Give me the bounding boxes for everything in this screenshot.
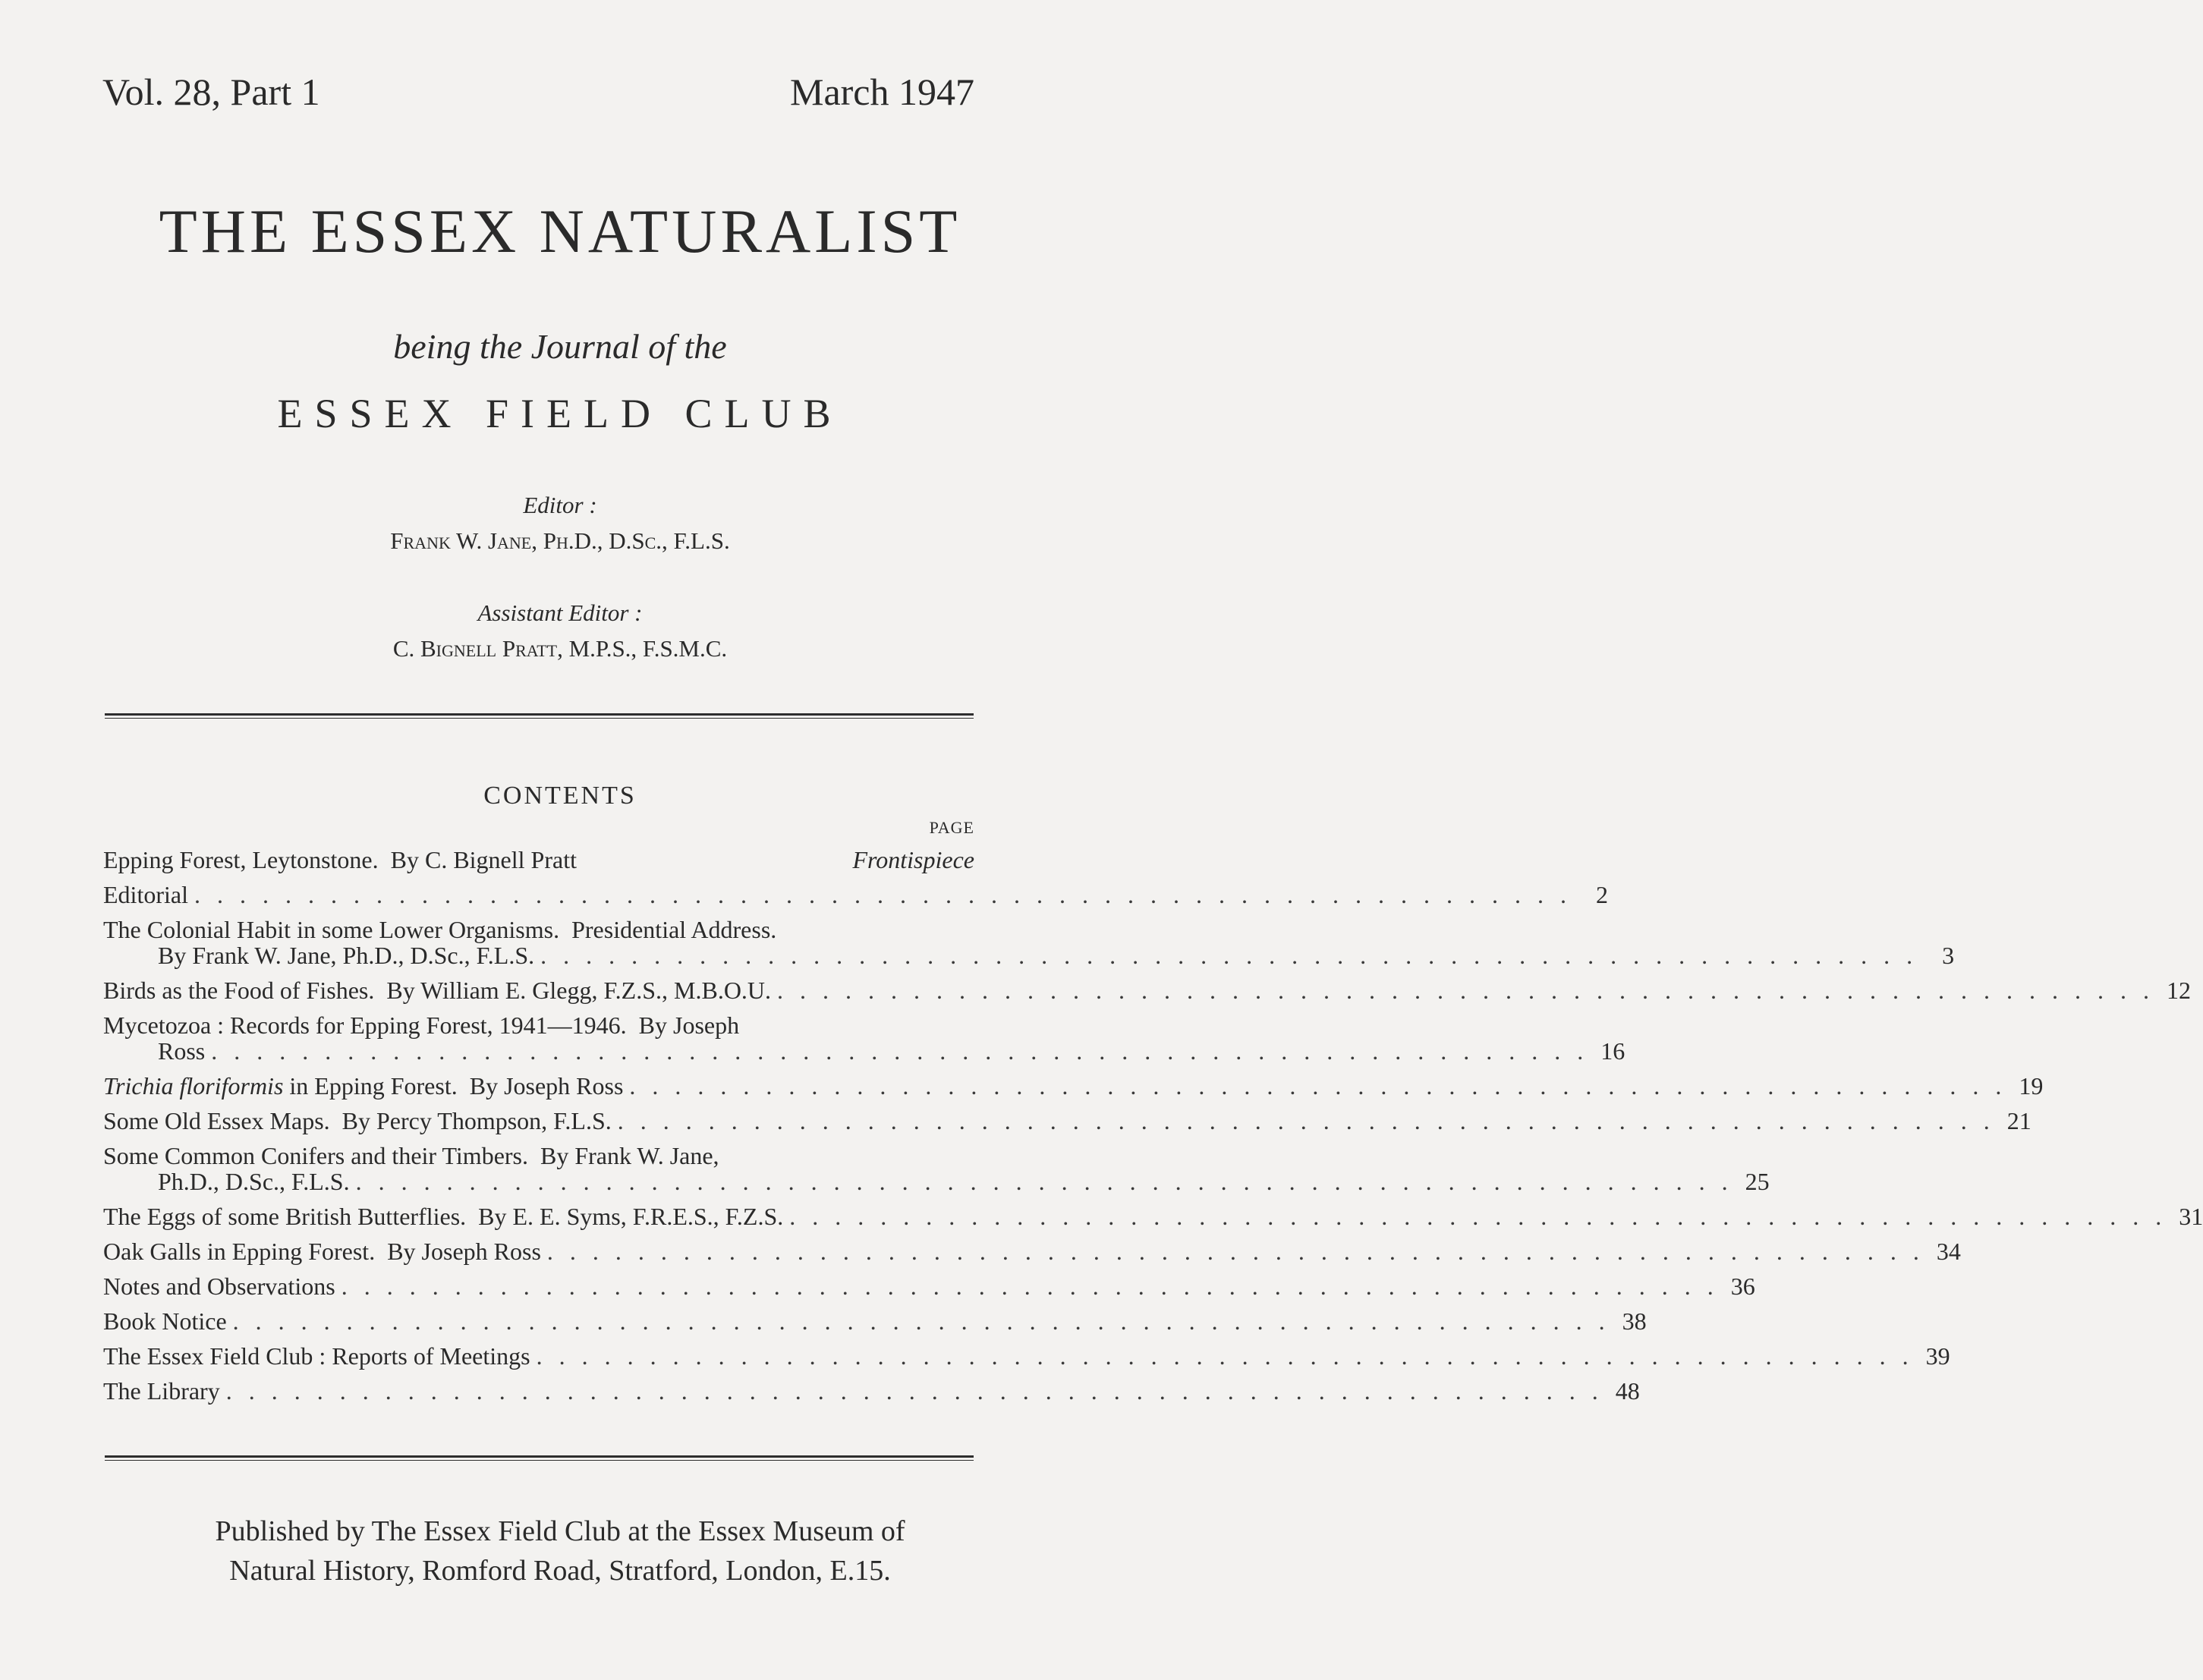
toc-entry-page: 34: [1936, 1238, 1961, 1265]
toc-entry-title: [103, 1269, 335, 1304]
toc-entry-title-text: Epping Forest, Leytonstone. By C. Bignell Pratt: [103, 846, 577, 873]
dot-leader: . . . . . . . . . . . . . . . . . . . . . . . . . . . . . . . . . . . . . . . . . . . . . . . . . . . . . . . . . . . . .: [540, 942, 1918, 969]
toc-entry-title-text: The Essex Field Club : Reports of Meetings: [103, 1342, 530, 1370]
toc-entry-page: 36: [1730, 1273, 1755, 1300]
toc-entry: [103, 1068, 2044, 1103]
toc-entry-title: [103, 1199, 783, 1234]
toc-entry-page: 12: [2167, 977, 2192, 1004]
toc-entry-title: [103, 1304, 227, 1339]
toc-entry-title-text: Birds as the Food of Fishes. By William E. Glegg, F.Z.S., M.B.O.U.: [103, 977, 772, 1004]
toc-entry: [103, 842, 974, 877]
assistant-editor-name: C. Bignell Pratt, M.P.S., F.S.M.C.: [392, 635, 728, 662]
toc-entry: [103, 1008, 1625, 1068]
toc-entry: [103, 1269, 1755, 1304]
toc-entry-title-text: Mycetozoa : Records for Epping Forest, 1941—1946. By Joseph: [103, 1011, 740, 1039]
toc-entry-title-text: The Library: [103, 1377, 220, 1405]
toc-entry-page: 39: [1925, 1342, 1950, 1370]
dot-leader: . . . . . . . . . . . . . . . . . . . . . . . . . . . . . . . . . . . . . . . . . . . . . . . . . . . . . . . . . . . . .: [211, 1037, 1589, 1065]
toc-entry: [103, 1373, 1640, 1408]
toc-entry-title-continued: By Frank W. Jane, Ph.D., D.Sc., F.L.S.: [158, 942, 535, 969]
toc-entry-page: 3: [1942, 942, 1955, 969]
toc-entry-page: 21: [2006, 1107, 2031, 1134]
dot-leader: . . . . . . . . . . . . . . . . . . . . . . . . . . . . . . . . . . . . . . . . . . . . . . . . . . . . . . . . . . . . .: [225, 1377, 1603, 1405]
dot-leader: . . . . . . . . . . . . . . . . . . . . . . . . . . . . . . . . . . . . . . . . . . . . . . . . . . . . . . . . . . . . .: [341, 1273, 1719, 1300]
toc-entry-title-text: in Epping Forest. By Joseph Ross: [283, 1072, 624, 1100]
toc-entry-title-text: Some Old Essex Maps. By Percy Thompson, F.L.S.: [103, 1107, 612, 1134]
publisher-line-1: Published by The Essex Field Club at the Essex Museum of: [215, 1515, 905, 1547]
publisher-imprint: [0, 1512, 1120, 1590]
toc-entry-page: 2: [1595, 881, 1608, 908]
dot-leader: . . . . . . . . . . . . . . . . . . . . . . . . . . . . . . . . . . . . . . . . . . . . . . . . . . . . . . . . . . . . .: [777, 977, 2155, 1004]
page-column-heading: PAGE: [929, 818, 974, 837]
divider-top: [105, 713, 974, 719]
toc-entry-title-text: Notes and Observations: [103, 1273, 335, 1300]
toc-entry-title-text: The Eggs of some British Butterflies. By E. E. Syms, F.R.E.S., F.Z.S.: [103, 1203, 784, 1230]
toc-entry-title-italic: Trichia floriformis: [103, 1072, 284, 1100]
dot-leader: . . . . . . . . . . . . . . . . . . . . . . . . . . . . . . . . . . . . . . . . . . . . . . . . . . . . . . . . . . . . .: [194, 881, 1572, 908]
toc-entry: [103, 973, 2192, 1008]
toc-entry-title: [103, 1373, 220, 1408]
toc-entry-title: [103, 973, 771, 1008]
toc-entry-page: Frontispiece: [852, 846, 974, 873]
toc-entry-title-text: The Colonial Habit in some Lower Organisms. Presidential Address.: [103, 916, 777, 943]
assistant-editor-label: Assistant Editor :: [477, 599, 643, 626]
toc-entry-title-text: Oak Galls in Epping Forest. By Joseph Ross: [103, 1238, 541, 1265]
journal-subtitle: being the Journal of the: [393, 327, 727, 366]
toc-entry-title: [103, 1068, 623, 1103]
contents-heading: CONTENTS: [483, 782, 637, 810]
toc-entry: [103, 877, 1608, 912]
dot-leader: . . . . . . . . . . . . . . . . . . . . . . . . . . . . . . . . . . . . . . . . . . . . . . . . . . . . . . . . . . . . .: [617, 1107, 1995, 1134]
toc-entry-title: [103, 1103, 612, 1138]
toc-entry-title: [103, 877, 188, 912]
toc-entry-title: [103, 842, 577, 877]
editor-name: Frank W. Jane, Ph.D., D.Sc., F.L.S.: [390, 527, 730, 554]
toc-entry: [103, 1339, 1950, 1373]
toc-entry-title-text: Editorial: [103, 881, 188, 908]
toc-entry: [103, 1199, 2203, 1234]
issue-date: March 1947: [790, 71, 974, 113]
dot-leader: . . . . . . . . . . . . . . . . . . . . . . . . . . . . . . . . . . . . . . . . . . . . . . . . . . . . . . . . . . . . .: [232, 1307, 1610, 1335]
toc-entry: [103, 1234, 1961, 1269]
toc-entry: [103, 1138, 1770, 1199]
volume-label: Vol. 28, Part 1: [102, 71, 320, 113]
toc-entry-page: 38: [1622, 1307, 1647, 1335]
toc-entry-title-continued: Ph.D., D.Sc., F.L.S.: [158, 1168, 350, 1195]
toc-entry-title: [103, 1234, 541, 1269]
table-of-contents: [103, 842, 2203, 1408]
toc-entry: [103, 1304, 1647, 1339]
club-name: ESSEX FIELD CLUB: [277, 391, 843, 436]
dot-leader: . . . . . . . . . . . . . . . . . . . . . . . . . . . . . . . . . . . . . . . . . . . . . . . . . . . . . . . . . . . . .: [355, 1168, 1733, 1195]
journal-title: THE ESSEX NATURALIST: [159, 197, 961, 266]
toc-entry-page: 19: [2019, 1072, 2044, 1100]
publisher-line-2: Natural History, Romford Road, Stratford, London, E.15.: [229, 1555, 891, 1587]
toc-entry-page: 31: [2179, 1203, 2203, 1230]
dot-leader: . . . . . . . . . . . . . . . . . . . . . . . . . . . . . . . . . . . . . . . . . . . . . . . . . . . . . . . . . . . . .: [546, 1238, 1924, 1265]
toc-entry-page: 48: [1615, 1377, 1640, 1405]
toc-entry-title: [103, 1339, 530, 1373]
dot-leader: . . . . . . . . . . . . . . . . . . . . . . . . . . . . . . . . . . . . . . . . . . . . . . . . . . . . . . . . . . . . .: [629, 1072, 2007, 1100]
editor-label: Editor :: [523, 492, 597, 518]
dot-leader: . . . . . . . . . . . . . . . . . . . . . . . . . . . . . . . . . . . . . . . . . . . . . . . . . . . . . . . . . . . . .: [789, 1203, 2167, 1230]
toc-entry-page: 25: [1745, 1168, 1770, 1195]
toc-entry-title-text: Book Notice: [103, 1307, 227, 1335]
toc-entry: [103, 912, 1955, 973]
toc-entry-title-continued: Ross: [158, 1037, 206, 1065]
toc-entry-title-text: Some Common Conifers and their Timbers. By Frank W. Jane,: [103, 1142, 719, 1169]
dot-leader: . . . . . . . . . . . . . . . . . . . . . . . . . . . . . . . . . . . . . . . . . . . . . . . . . . . . . . . . . . . . .: [536, 1342, 1914, 1370]
divider-bottom: [105, 1455, 974, 1461]
toc-entry: [103, 1103, 2031, 1138]
toc-entry-page: 16: [1600, 1037, 1625, 1065]
